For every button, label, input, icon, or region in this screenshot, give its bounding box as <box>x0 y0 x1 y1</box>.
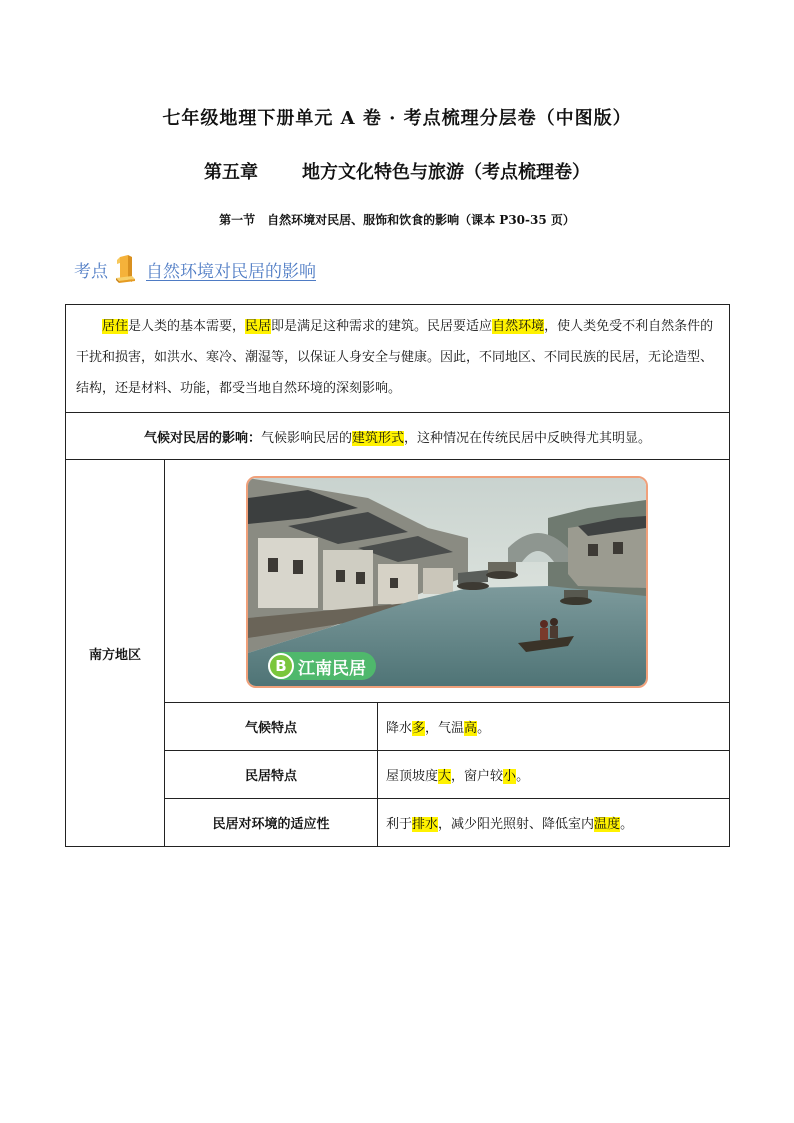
highlight-term: 高 <box>464 721 478 736</box>
climate-effect-label: 气候对民居的影响： <box>143 430 261 446</box>
highlight-term: 自然环境 <box>492 319 545 334</box>
region-label: 南方地区 <box>66 460 165 847</box>
south-photo-row <box>66 460 730 703</box>
document-title: 七年级地理下册单元 A 卷 · 考点梳理分层卷（中图版） <box>162 108 632 129</box>
badge-text: 江南民居 <box>298 658 366 679</box>
adaptation-row <box>66 799 730 847</box>
chapter-heading <box>0 158 794 184</box>
highlight-term: 大 <box>438 769 452 784</box>
climate-feature-row <box>66 703 730 751</box>
highlight-term: 居住 <box>102 319 129 334</box>
highlight-term: 温度 <box>594 817 621 832</box>
row-label: 民居对环境的适应性 <box>165 799 378 847</box>
section-heading: 第一节 自然环境对民居、服饰和饮食的影响（课本 P30-35 页） <box>219 213 575 227</box>
row-value: 降水多，气温高。 <box>378 703 730 751</box>
highlight-term: 排水 <box>412 817 439 832</box>
kaodian-title: 自然环境对民居的影响 <box>146 261 316 282</box>
jiangnan-residence-photo <box>246 476 648 688</box>
kaodian-label: 考点 <box>74 261 108 282</box>
row-value: 屋顶坡度大，窗户较小。 <box>378 751 730 799</box>
intro-paragraph: 居住是人类的基本需要，民居即是满足这种需求的建筑。民居要适应自然环境，使人类免受不利自然条件的干扰和损害，如洪水、寒冷、潮湿等，以保证人身安全与健康。因此，不同地区、不同民族的民居，无论造型、结构，还是材料、功能，都受当地自然环境的深刻影响。 <box>66 305 730 413</box>
residence-feature-row <box>66 751 730 799</box>
row-label: 民居特点 <box>165 751 378 799</box>
kaodian-heading <box>74 252 316 286</box>
climate-effect-cell: 气候对民居的影响：气候影响民居的建筑形式，这种情况在传统民居中反映得尤其明显。 <box>66 413 730 460</box>
highlight-term: 多 <box>412 721 426 736</box>
intro-row <box>66 305 730 413</box>
highlight-term: 小 <box>503 769 517 784</box>
badge-letter: B <box>268 653 294 679</box>
content-table <box>65 304 730 847</box>
highlight-term: 民居 <box>245 319 272 334</box>
kaodian-number-icon <box>114 254 136 284</box>
highlight-term: 建筑形式 <box>352 430 405 446</box>
row-value: 利于排水，减少阳光照射、降低室内温度。 <box>378 799 730 847</box>
chapter-number: 第五章 <box>204 162 258 183</box>
climate-effect-row <box>66 413 730 460</box>
photo-cell <box>165 460 730 703</box>
row-label: 气候特点 <box>165 703 378 751</box>
photo-caption-badge <box>268 652 376 680</box>
chapter-title: 地方文化特色与旅游（考点梳理卷） <box>302 162 590 183</box>
